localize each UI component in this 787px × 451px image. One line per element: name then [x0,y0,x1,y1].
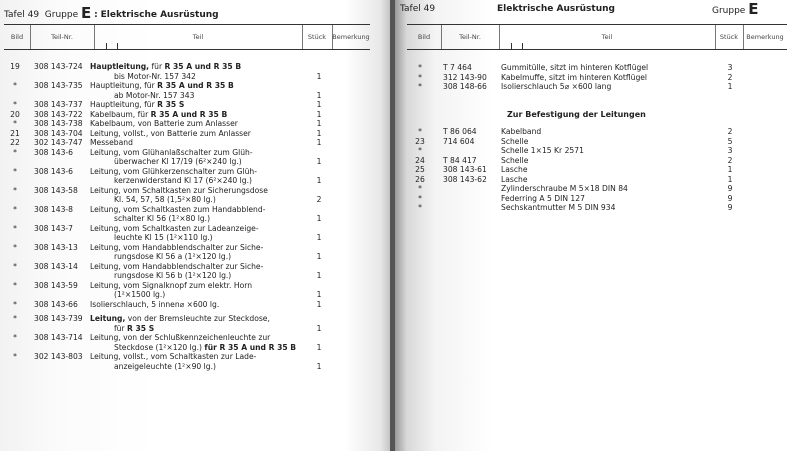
part-number: 308 143-6 [34,147,73,157]
bild-number: * [13,333,17,342]
description-line [90,314,270,324]
description-text: Kabelbaum, für [90,109,151,119]
gruppe-label: Gruppe [712,6,746,16]
gruppe-letter: E [81,4,92,22]
part-description: Sechskantmutter M 5 DIN 934 [501,203,616,212]
col-bild: Bild [407,25,442,49]
description-line [90,224,259,234]
quantity: 1 [316,71,322,81]
part-number: T 84 417 [443,155,477,165]
quantity: 1 [316,128,322,138]
quantity: 5 [727,136,733,146]
quantity: 2 [727,127,733,136]
description-line [90,62,241,72]
table-header [4,24,370,50]
quantity: 1 [316,100,322,109]
description-line [90,138,133,148]
part-number: 308 143-59 [34,280,78,290]
part-description: Schelle [501,155,529,165]
description-line [90,262,263,272]
description-text: Leitung, vom Handabblendschalter zur Siche- [90,261,264,271]
part-number: 714 604 [443,136,475,146]
description-line [90,233,259,243]
bild-number: * [418,72,422,82]
bild-number: 25 [415,165,425,174]
description-text: für [149,62,165,71]
part-number: 308 143-61 [443,165,487,174]
description-text: Hauptleitung, für [90,81,158,90]
col-stueck: Stück [302,25,333,49]
description-line [90,148,253,158]
part-number: 308 143-8 [34,204,73,214]
description-text: Leitung, vollst., vom Schaltkasten zur Lade- [90,352,257,361]
description-text: für [114,323,128,333]
bild-number: * [13,352,17,361]
description-text: schalter Kl 56 (1²×80 lg.) [114,214,211,223]
description-line [90,157,253,167]
part-description [90,352,256,371]
left-page [0,0,392,451]
quantity: 1 [727,174,733,184]
col-bild: Bild [4,25,31,49]
description-text: Leitung, vollst., von Batterie zum Anlasser [90,128,251,138]
description-line [90,100,184,110]
part-description [90,148,253,167]
description-line [90,195,268,205]
description-text: kerzenwiderstand Kl 17 (6²×240 lg.) [114,176,252,185]
bild-number: * [13,147,17,157]
part-number: T 86 064 [443,127,477,136]
quantity: 9 [727,203,733,212]
part-description [90,224,259,243]
description-text: Hauptleitung, [90,62,150,71]
part-description: Lasche [501,165,528,174]
part-number: 308 143-724 [34,62,83,71]
quantity: 1 [316,157,322,166]
part-description [90,119,238,129]
description-text: Leitung, [90,314,126,323]
quantity: 2 [727,72,733,82]
description-line [90,252,263,262]
table-header [407,24,787,50]
quantity: 1 [316,90,322,100]
description-text: Leitung, vom Glühkerzenschalter zum Glüh- [90,166,257,176]
bild-number: * [13,81,17,90]
header-tick [117,43,118,49]
description-text: (1²×1500 lg.) [114,290,166,299]
description-line [90,300,219,310]
description-text: Leitung, vom Signalknopf zum elektr. Horn [90,280,253,290]
part-description: Kabelband [501,127,542,136]
bild-number: 24 [415,155,425,165]
part-description [90,243,263,262]
bild-number: 23 [415,136,425,146]
description-line [90,176,257,186]
part-description [90,81,234,100]
part-description: Isolierschlauch 5⌀ ×600 lang [501,82,612,91]
part-number: 308 143-13 [34,242,78,252]
description-line [90,271,263,281]
quantity: 2 [316,195,322,204]
quantity: 1 [316,299,322,309]
part-description: Lasche [501,174,528,184]
description-text: Hauptleitung, für [90,100,158,109]
bild-number: * [418,146,422,155]
header-tick [511,43,512,49]
col-teil-nr: Teil-Nr. [441,25,500,49]
bild-number: * [13,280,17,290]
part-description [90,262,263,281]
col-teil: Teil [94,25,303,49]
part-number: 308 143-735 [34,81,83,90]
description-line [90,167,257,177]
description-line [90,110,227,120]
bild-number: 19 [10,62,20,71]
part-number: 308 143-704 [34,128,83,138]
bild-number: * [13,223,17,233]
bild-number: * [13,299,17,309]
bild-number: * [418,193,422,203]
col-stueck: Stück [715,25,744,49]
part-number: 308 143-14 [34,261,78,271]
description-text: Leitung, vom Schaltkasten zur Sicherungsdose [90,185,268,195]
description-text: rungsdose Kl 56 b (1²×120 lg.) [114,271,232,280]
quantity: 3 [727,146,733,155]
part-number: 308 143-62 [443,174,487,184]
col-teil: Teil [499,25,716,49]
quantity: 1 [316,138,322,147]
description-text: leuchte Kl 15 (1²×110 lg.) [114,233,213,242]
quantity: 1 [316,323,322,333]
right-page-header-tafel: Tafel 49 [400,4,436,14]
bild-number: * [13,204,17,214]
left-page-header [4,4,219,22]
quantity: 1 [316,342,322,352]
description-line [90,362,256,372]
description-text: Kabelbaum, von Batterie zum Anlasser [90,119,238,128]
part-description [90,100,184,110]
bild-number: 20 [10,109,20,119]
bild-number: 26 [415,174,425,184]
description-text: Leitung, von der Schlußkennzeichenleuchte zur [90,333,271,342]
description-text: Steckdose (1²×120 lg.) [114,342,205,352]
description-text: R 35 S [157,100,185,109]
bild-number: * [13,166,17,176]
col-teil-nr: Teil-Nr. [30,25,95,49]
quantity: 1 [316,361,322,371]
description-text: rungsdose Kl 56 a (1²×120 lg.) [114,252,232,261]
bild-number: * [13,242,17,252]
description-text: Isolierschlauch, 5 innen⌀ ×600 lg. [90,299,220,309]
part-description [90,129,251,139]
part-number: 308 143-66 [34,299,78,309]
part-description [90,186,268,205]
description-text: R 35 A und R 35 B [150,109,228,119]
quantity: 2 [727,155,733,165]
gruppe-label: Gruppe [44,10,79,20]
part-number: 308 143-739 [34,314,83,323]
quantity: 1 [316,109,322,119]
description-text: R 35 A und R 35 B [164,62,242,71]
quantity: 1 [316,119,322,128]
description-line [90,343,296,353]
quantity: 1 [727,82,733,91]
part-number: 302 143-803 [34,352,83,361]
description-line [90,91,234,101]
part-description: Schelle [501,136,529,146]
tafel-label: Tafel 49 [4,10,40,20]
bild-number: * [13,261,17,271]
section-title: Elektrische Ausrüstung [100,10,219,20]
quantity: 1 [316,252,322,261]
bild-number: * [13,314,17,323]
part-description [90,333,296,352]
description-line [90,186,268,196]
quantity: 1 [316,176,322,185]
header-tick [522,43,523,49]
part-number: 308 143-738 [34,119,83,128]
part-number: 308 143-714 [34,333,83,342]
description-line [90,81,234,91]
quantity: 1 [316,271,322,280]
part-description [90,62,241,81]
description-text: Messeband [90,138,133,147]
header-separator: : [94,10,98,20]
right-page [395,0,787,451]
part-number: 308 143-6 [34,166,73,176]
quantity: 1 [727,165,733,174]
bild-number: * [418,82,422,91]
description-line [90,72,241,82]
part-description: Federring A 5 DIN 127 [501,193,585,203]
bild-number: * [418,203,422,212]
part-description [90,300,219,310]
description-line [90,119,238,129]
description-text: Leitung, vom Schaltkasten zum Handabblend- [90,204,266,214]
header-tick [106,43,107,49]
quantity: 1 [316,214,322,223]
bild-number: * [13,100,17,109]
description-text: für R 35 A und R 35 B [204,342,297,352]
quantity: 9 [727,184,733,193]
description-text: Leitung, vom Glühanlaßschalter zum Glüh- [90,147,253,157]
part-description [90,205,265,224]
description-line [90,290,252,300]
quantity: 9 [727,193,733,203]
part-number: 308 148-66 [443,82,487,91]
bild-number: 21 [10,128,20,138]
part-description: Schelle 1×15 Kr 2571 [501,146,584,155]
part-number: T 7 464 [443,63,472,72]
bild-number: 22 [10,138,20,147]
part-number: 308 143-737 [34,100,83,109]
description-line [90,214,265,224]
description-line [90,205,265,215]
part-number: 312 143-90 [443,72,487,82]
right-page-gruppe [712,0,758,18]
col-bemerkung: Bemerkung [746,33,784,41]
part-number: 308 143-7 [34,223,73,233]
description-line [90,129,251,139]
description-text: Kl. 54, 57, 58 (1,5²×80 lg.) [114,195,216,204]
quantity: 1 [316,290,322,299]
col-bemerkung: Bemerkung [332,33,370,41]
bild-number: * [418,63,422,72]
bild-number: * [13,119,17,128]
description-text: R 35 A und R 35 B [157,81,234,90]
description-text: Leitung, vom Handabblendschalter zur Siche- [90,242,264,252]
right-page-title: Elektrische Ausrüstung [497,4,615,14]
description-line [90,352,256,362]
part-number: 308 143-722 [34,109,83,119]
description-text: überwacher Kl 17/19 (6²×240 lg.) [114,157,242,166]
bild-number: * [418,184,422,193]
description-text: anzeigeleuchte (1²×90 lg.) [114,361,216,371]
quantity: 1 [316,233,322,242]
fastening-section-title: Zur Befestigung der Leitungen [507,110,646,119]
gruppe-letter: E [748,0,759,18]
part-description [90,314,270,333]
bild-number: * [418,127,422,136]
description-text: ab Motor-Nr. 157 343 [114,90,195,100]
part-number: 308 143-58 [34,185,78,195]
description-text: Leitung, vom Schaltkasten zur Ladeanzeige- [90,223,259,233]
description-text: R 35 S [127,323,155,333]
part-number: 302 143-747 [34,138,83,147]
description-text: von der Bremsleuchte zur Steckdose, [125,314,270,323]
description-line [90,324,270,334]
part-description [90,281,252,300]
description-text: bis Motor-Nr. 157 342 [114,71,196,81]
description-line [90,243,263,253]
description-line [90,333,296,343]
bild-number: * [13,185,17,195]
description-line [90,281,252,291]
part-description: Gummitülle, sitzt im hinteren Kotflügel [501,63,649,72]
part-description [90,110,227,120]
part-description [90,138,133,148]
part-description: Kabelmuffe, sitzt im hinteren Kotflügel [501,72,648,82]
quantity: 3 [727,63,733,72]
part-description [90,167,257,186]
part-description: Zylinderschraube M 5×18 DIN 84 [501,184,628,193]
